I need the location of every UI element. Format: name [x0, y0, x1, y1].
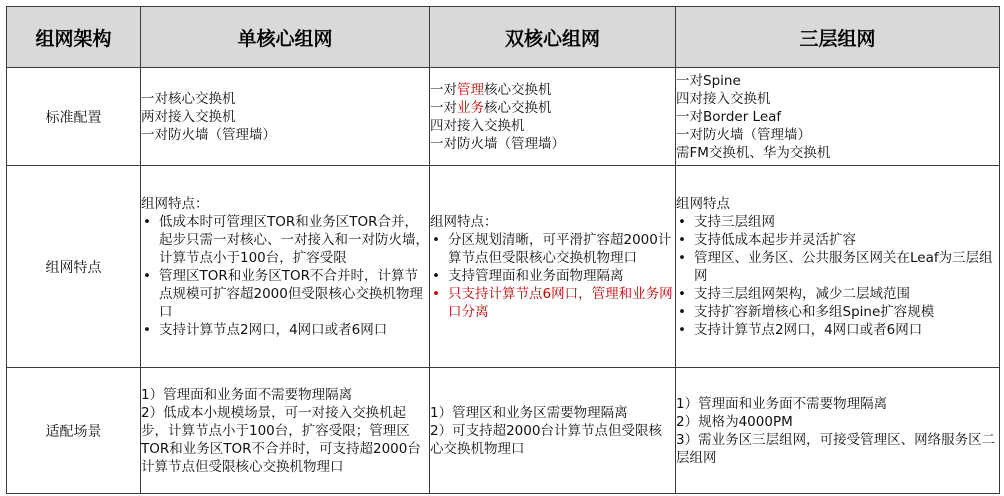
row-label-features: 组网特点: [7, 166, 141, 368]
header-architecture: 组网架构: [7, 7, 141, 68]
row-features: [7, 166, 1000, 368]
single-standard-cell: [141, 68, 430, 166]
three-features-list: [676, 213, 999, 339]
row-scenario: [7, 368, 1000, 494]
header-single-core: 单核心组网: [141, 7, 430, 68]
three-scenario-line: 1）管理面和业务面不需要物理隔离: [676, 395, 888, 412]
list-item: • 支持计算节点2网口，4网口或者6网口: [143, 321, 388, 338]
dual-standard-line: 一对防火墙（管理墙）: [430, 135, 565, 152]
three-scenario-cell: [676, 368, 1000, 494]
list-item-highlight: • 只支持计算节点6网口，管理和业务网口分离: [432, 285, 673, 320]
single-standard-line: 两对接入交换机: [141, 108, 236, 125]
dual-features-list: [430, 231, 675, 321]
list-item: • 支持低成本起步并灵活扩容: [678, 231, 856, 248]
three-standard-line: 需FM交换机、华为交换机: [676, 144, 831, 161]
list-item: • 管理区、业务区、公共服务区网关在Leaf为三层组网: [678, 249, 993, 284]
list-item: • 支持扩容新增核心和多组Spine扩容规模: [678, 303, 935, 320]
single-standard-line: 一对防火墙（管理墙）: [141, 126, 276, 143]
list-item: • 管理区TOR和业务区TOR不合并时，计算节点规模可扩容超2000但受限核心交换机物理口: [143, 267, 423, 320]
three-standard-line: 一对Border Leaf: [676, 108, 782, 125]
list-item: • 支持管理面和业务面物理隔离: [432, 267, 624, 284]
dual-standard-cell: [430, 68, 676, 166]
three-standard-line: 一对防火墙（管理墙）: [676, 126, 811, 143]
dual-standard-line: 四对接入交换机: [430, 117, 525, 134]
three-standard-cell: [676, 68, 1000, 166]
header-row: [7, 7, 1000, 68]
single-features-title: 组网特点：: [141, 195, 209, 212]
header-three-layer: 三层组网: [676, 7, 1000, 68]
list-item: • 支持计算节点2网口，4网口或者6网口: [678, 321, 923, 338]
three-scenario-paragraph: 3）需业务区三层组网，可接受管理区、网络服务区二层组网: [676, 431, 996, 466]
row-label-standard: 标准配置: [7, 68, 141, 166]
dual-scenario-line: 1）管理区和业务区需要物理隔离: [430, 404, 628, 421]
dual-features-cell: [430, 166, 676, 368]
single-features-list: [141, 213, 429, 339]
three-features-title: 组网特点: [676, 195, 730, 212]
dual-scenario-cell: [430, 368, 676, 494]
dual-features-title: 组网特点：: [430, 213, 498, 230]
single-scenario-paragraph: 2）低成本小规模场景，可一对接入交换机起步，计算节点小于100台，扩容受限；管理区TOR和业务区TOR不合并时，可支持超2000台计算节点但受限核心交换机物理口: [141, 404, 421, 475]
list-item: • 低成本时可管理区TOR和业务区TOR合并，起步只需一对核心、一对接入和一对防火墙，计算节点小于100台，扩容受限: [143, 213, 429, 266]
single-scenario-cell: [141, 368, 430, 494]
list-item: • 支持三层组网: [678, 213, 775, 230]
row-standard-config: [7, 68, 1000, 166]
dual-scenario-paragraph: 2）可支持超2000台计算节点但受限核心交换机物理口: [430, 422, 662, 457]
three-features-cell: [676, 166, 1000, 368]
list-item: • 分区规划清晰，可平滑扩容超2000计算节点但受限核心交换机物理口: [432, 231, 672, 266]
three-standard-line: 一对Spine: [676, 72, 741, 89]
row-label-scenario: 适配场景: [7, 368, 141, 494]
three-standard-line: 四对接入交换机: [676, 90, 771, 107]
list-item: • 支持三层组网架构，减少二层域范围: [678, 285, 910, 302]
single-scenario-line: 1）管理面和业务面不需要物理隔离: [141, 386, 353, 403]
header-dual-core: 双核心组网: [430, 7, 676, 68]
three-scenario-line: 2）规格为4000PM: [676, 413, 793, 430]
dual-standard-line: 一对管理核心交换机: [430, 81, 552, 98]
architecture-comparison-table: [6, 6, 1000, 494]
single-standard-line: 一对核心交换机: [141, 90, 236, 107]
dual-standard-line: 一对业务核心交换机: [430, 99, 552, 116]
single-features-cell: [141, 166, 430, 368]
